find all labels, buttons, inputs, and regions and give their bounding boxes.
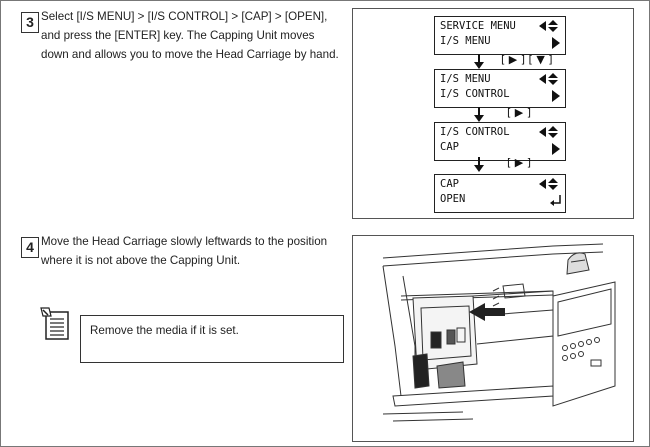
- lcd-line-1: SERVICE MENU: [440, 20, 516, 32]
- left-up-down-arrows-icon: [539, 20, 561, 32]
- step-4-number: 4: [21, 237, 39, 258]
- lcd-line-2: OPEN: [440, 193, 466, 205]
- right-arrow-icon: [552, 37, 560, 49]
- right-arrow-icon: [552, 143, 560, 155]
- memo-note-icon: [39, 306, 71, 342]
- lcd-screen-is-menu: [434, 69, 566, 108]
- key-step-1: [ ▶ ] [ ▼ ]: [501, 53, 553, 66]
- left-up-down-arrows-icon: [539, 126, 561, 138]
- left-up-down-arrows-icon: [539, 178, 561, 190]
- step-3-number: 3: [21, 12, 39, 33]
- step-3-line-1: Select [I/S MENU] > [I/S CONTROL] > [CAP] > [OPEN],: [41, 10, 328, 23]
- lcd-sequence-panel: [352, 8, 634, 219]
- step-3-line-2: and press the [ENTER] key. The Capping Unit moves: [41, 29, 315, 42]
- lcd-screen-cap: [434, 174, 566, 213]
- lcd-line-1: CAP: [440, 178, 459, 190]
- down-arrow-icon: [474, 107, 484, 122]
- key-step-3: [ ▶ ]: [507, 156, 532, 169]
- step-3-line-3: down and allows you to move the Head Carriage by hand.: [41, 48, 339, 61]
- lcd-line-2: CAP: [440, 141, 459, 153]
- down-arrow-icon: [474, 157, 484, 172]
- key-step-2: [ ▶ ]: [507, 106, 532, 119]
- lcd-screen-service-menu: [434, 16, 566, 55]
- lcd-line-2: I/S MENU: [440, 35, 491, 47]
- step-3-text: [41, 7, 339, 64]
- left-up-down-arrows-icon: [539, 73, 561, 85]
- right-arrow-icon: [552, 90, 560, 102]
- enter-icon: [550, 195, 561, 207]
- note-box: [80, 315, 344, 363]
- printer-illustration-panel: [352, 235, 634, 442]
- down-arrow-icon: [474, 54, 484, 69]
- step-4-text: [41, 232, 327, 270]
- step-4-line-1: Move the Head Carriage slowly leftwards to the position: [41, 235, 328, 248]
- lcd-line-1: I/S MENU: [440, 73, 491, 85]
- note-text: Remove the media if it is set.: [90, 324, 239, 337]
- step-4-line-2: where it is not above the Capping Unit.: [41, 254, 241, 267]
- lcd-line-1: I/S CONTROL: [440, 126, 510, 138]
- printer-head-carriage-icon: [353, 236, 633, 441]
- lcd-line-2: I/S CONTROL: [440, 88, 510, 100]
- lcd-screen-is-control: [434, 122, 566, 161]
